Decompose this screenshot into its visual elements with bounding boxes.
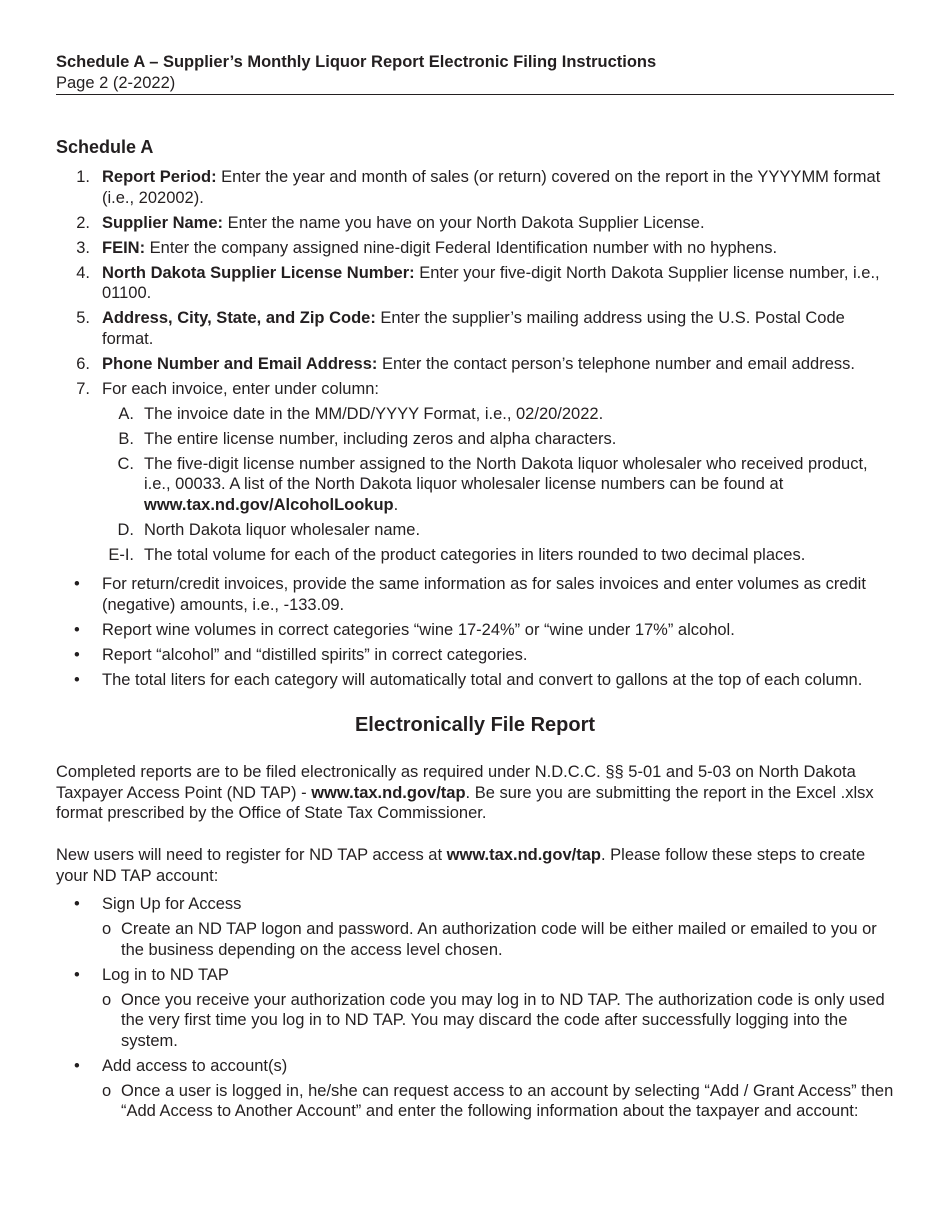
column-item: B. The entire license number, including zeros and alpha characters. (118, 429, 617, 448)
list-item: 2. Supplier Name: Enter the name you have on your North Dakota Supplier License. (76, 213, 705, 232)
note-item: • Report “alcohol” and “distilled spirits” in correct categories. (74, 645, 528, 664)
circle-bullet-icon: o (102, 1081, 112, 1100)
bullet-icon: • (74, 895, 80, 913)
step-item: • Add access to account(s) (74, 1056, 288, 1075)
circle-bullet-icon: o (102, 990, 112, 1009)
bullet-icon: • (74, 1056, 80, 1075)
column-item: A. The invoice date in the MM/DD/YYYY Format, i.e., 02/20/2022. (118, 404, 604, 423)
register-paragraph: New users will need to register for ND TAP access at www.tax.nd.gov/tap. Please follow these steps to create your ND TAP account: (56, 846, 866, 885)
list-item: 1. Report Period: Enter the year and month of sales (or return) covered on the report in the YYYYMM format (i.e., 202002). (76, 168, 881, 207)
circle-bullet-icon: o (102, 920, 112, 938)
section-heading: Schedule A (56, 137, 154, 157)
list-item: 6. Phone Number and Email Address: Enter the contact person’s telephone number and email address. (76, 354, 855, 373)
bullet-icon: • (74, 670, 80, 689)
step-detail: o Create an ND TAP logon and password. An authorization code will be either mailed or emailed to you or the business depending on the access level chosen. (102, 920, 877, 959)
column-item: E-I. The total volume for each of the product categories in liters rounded to two decimal places. (108, 545, 806, 564)
efile-paragraph: Completed reports are to be filed electronically as required under N.D.C.C. §§ 5-01 and 5-03 on North Dakota Taxpayer Access Point (ND TAP) - www.tax.nd.gov/tap. Be sure you are submitting the report in the Excel .xlsx format prescribed by the Office of State Tax Commissioner. (56, 763, 874, 822)
step-detail: o Once a user is logged in, he/she can request access to an account by selecting “Add / Grant Access” then “Add Access to Another Account” and enter the following information about the taxpayer and account: (102, 1081, 894, 1120)
bullet-icon: • (74, 575, 80, 593)
list-item: 4. North Dakota Supplier License Number: Enter your five-digit North Dakota Supplier license number, i.e., 01100. (76, 263, 880, 302)
page-header (56, 52, 894, 95)
column-item: C. The five-digit license number assigned to the North Dakota liquor wholesaler who received product, i.e., 00033. A list of the North Dakota liquor wholesaler license numbers can be found at www.tax.nd.gov/AlcoholLookup. (117, 454, 868, 514)
bullet-icon: • (74, 620, 80, 639)
note-item: • For return/credit invoices, provide the same information as for sales invoices and enter volumes as credit (negative) amounts, i.e., -133.09. (74, 575, 866, 614)
alcohol-lookup-link[interactable]: www.tax.nd.gov/AlcoholLookup (144, 495, 394, 514)
list-item: 5. Address, City, State, and Zip Code: Enter the supplier’s mailing address using the U.S. Postal Code format. (76, 309, 845, 348)
instructions-list (56, 167, 896, 695)
bullet-icon: • (74, 965, 80, 984)
tap-link[interactable]: www.tax.nd.gov/tap (311, 783, 466, 802)
efile-heading: Electronically File Report (354, 714, 596, 736)
step-item: • Sign Up for Access (74, 895, 242, 913)
step-item: • Log in to ND TAP (74, 965, 229, 984)
note-item: • The total liters for each category will automatically total and convert to gallons at the top of each column. (74, 670, 863, 689)
note-item: • Report wine volumes in correct categories “wine 17-24%” or “wine under 17%” alcohol. (74, 620, 735, 639)
tap-link[interactable]: www.tax.nd.gov/tap (446, 846, 601, 864)
steps-list (56, 894, 896, 1126)
document-title: Schedule A – Supplier’s Monthly Liquor Report Electronic Filing Instructions (56, 53, 657, 71)
page-number: Page 2 (2-2022) (56, 73, 176, 92)
list-item: 7. For each invoice, enter under column: (76, 379, 379, 398)
bullet-icon: • (74, 645, 80, 664)
column-item: D. North Dakota liquor wholesaler name. (117, 520, 421, 539)
list-item: 3. FEIN: Enter the company assigned nine-digit Federal Identification number with no hyphens. (76, 238, 778, 257)
step-detail: o Once you receive your authorization code you may log in to ND TAP. The authorization code is only used the very first time you log in to ND TAP. You may discard the code after successfully logging into the system. (102, 990, 885, 1050)
